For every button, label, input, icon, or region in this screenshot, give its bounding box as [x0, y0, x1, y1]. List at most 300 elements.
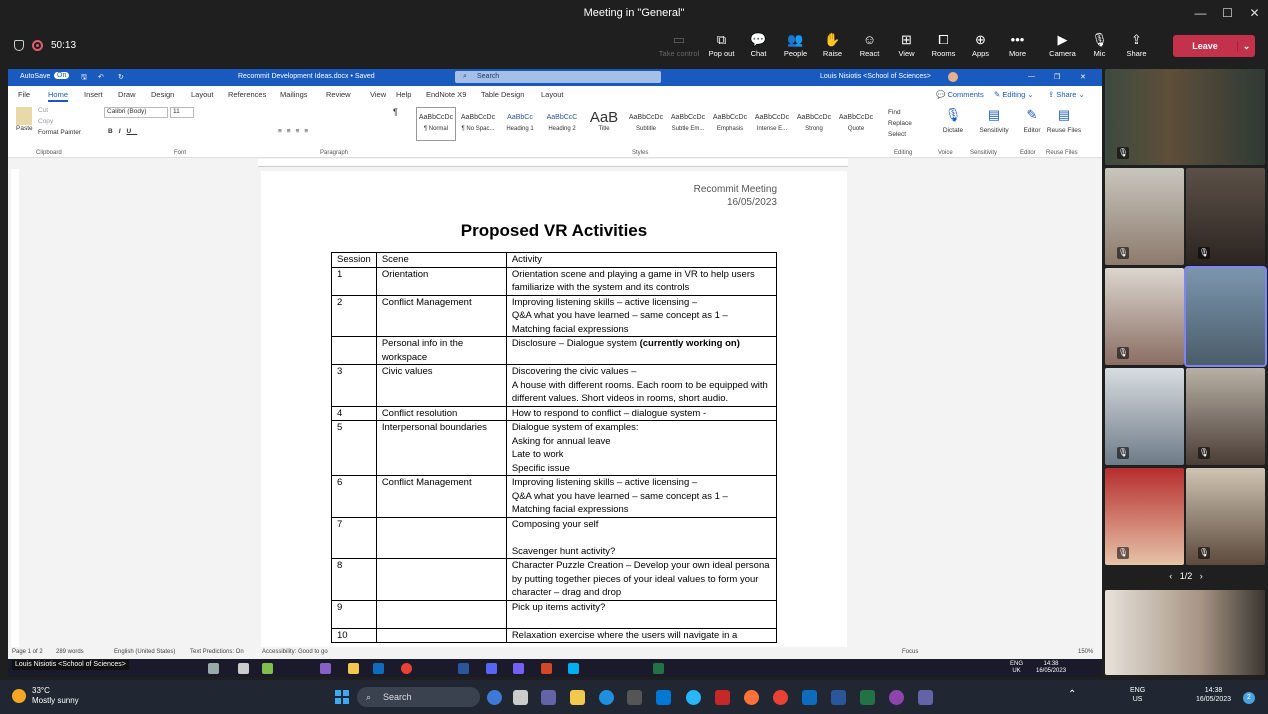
editor-icon: ✎ [1026, 107, 1038, 122]
weather-text: Mostly sunny [32, 696, 79, 705]
sun-icon [12, 689, 26, 703]
style-option[interactable] [752, 107, 792, 141]
firefox-icon[interactable] [744, 690, 759, 705]
ribbon-tab-table-design[interactable]: Table Design [481, 90, 525, 99]
word-count[interactable]: 289 words [56, 649, 84, 655]
weather-widget[interactable] [12, 686, 79, 706]
app-icon [208, 663, 219, 674]
search-icon: ⌕ [463, 73, 467, 80]
mic-button[interactable] [1081, 31, 1118, 58]
chat-icon: 💬 [750, 32, 767, 47]
ribbon-tab-review[interactable]: Review [326, 90, 351, 99]
style-preview: AaB [589, 109, 619, 126]
activity-cell[interactable] [506, 295, 776, 337]
view-button[interactable] [888, 31, 925, 58]
teams-icon[interactable] [918, 690, 933, 705]
table-header-cell[interactable]: Activity [506, 253, 776, 268]
replace-button[interactable]: Replace [888, 120, 912, 127]
toolbar-label: Camera [1049, 49, 1076, 58]
activity-cell[interactable] [506, 600, 776, 628]
activity-line [512, 296, 771, 310]
mic-off-icon: 🎙 [1117, 548, 1129, 557]
session-cell[interactable]: 10 [332, 628, 377, 643]
scene-cell[interactable] [376, 559, 506, 601]
word-status-bar [8, 647, 1102, 659]
participant-video-active-speaker[interactable] [1105, 69, 1265, 165]
toolbar-label: View [898, 49, 915, 58]
style-preview: AaBbCc [507, 114, 533, 121]
style-preview: AaBbCcDc [628, 114, 664, 121]
activity-text: Disclosure – Dialogue system [511, 338, 637, 349]
rooms-button[interactable] [925, 31, 962, 58]
activity-cell[interactable] [506, 517, 776, 559]
style-name: Intense E... [756, 126, 788, 132]
style-name: Strong [805, 126, 823, 132]
excel-icon[interactable] [860, 690, 875, 705]
ribbon-tab-help[interactable]: Help [396, 90, 412, 99]
document-heading: Proposed VR Activities [460, 221, 648, 240]
session-cell[interactable]: 6 [332, 476, 377, 518]
participant-video[interactable] [1105, 168, 1184, 265]
reuse-files-icon: ▤ [1057, 107, 1071, 122]
header-title: Recommit Meeting [693, 184, 777, 195]
participant-video[interactable] [1186, 168, 1265, 265]
presenter-tray-lang: ENG UK [1010, 661, 1024, 674]
scene-cell[interactable] [376, 628, 506, 643]
leave-label: Leave [1192, 41, 1218, 51]
session-cell[interactable]: 9 [332, 600, 377, 628]
task-view-icon[interactable] [513, 690, 528, 705]
taskbar-search[interactable] [357, 687, 480, 707]
button-label: Editor [1023, 127, 1041, 134]
toolbar-label: Take control [658, 49, 700, 58]
activity-text: Character Puzzle Creation – Develop your own ideal persona by putting together pieces of your ideal values to form your character – drag and drop [511, 560, 770, 598]
scene-cell[interactable]: Conflict Management [376, 476, 506, 518]
table-header-cell[interactable]: Scene [376, 253, 506, 268]
ribbon [8, 103, 1102, 158]
font-format-buttons[interactable]: BIU [108, 128, 138, 135]
comments-button[interactable]: 💬 Comments [936, 90, 984, 99]
presenter-tag: Louis Nisiotis <School of Sciences> [12, 660, 129, 670]
select-button[interactable]: Select [888, 131, 907, 138]
self-view-video[interactable] [1105, 590, 1265, 675]
sensitivity-button[interactable] [974, 107, 1014, 134]
activity-line [512, 407, 771, 421]
button-label: Dictate [942, 127, 964, 134]
apps-button[interactable] [962, 31, 999, 58]
zoom-level[interactable]: 150% [1078, 649, 1094, 655]
ribbon-group-label: Font [174, 150, 187, 156]
activity-cell[interactable] [506, 628, 776, 643]
style-name: ¶ Normal [423, 126, 449, 132]
style-preview: AaBbCcDc [670, 114, 706, 121]
system-clock[interactable]: 14:38 16/05/2023 [1196, 687, 1232, 703]
horizontal-ruler[interactable] [258, 159, 848, 167]
undo-icon[interactable]: ↶ [98, 74, 104, 81]
toolbar-label: More [1008, 49, 1027, 58]
share-button[interactable]: ⇪ Share ⌄ [1048, 90, 1085, 99]
restore-icon[interactable]: ❐ [1054, 74, 1061, 81]
session-cell[interactable]: 3 [332, 365, 377, 407]
style-preview: AaBbCcDc [712, 114, 748, 121]
meeting-toolbar [655, 31, 1155, 58]
table-row [332, 559, 777, 601]
participant-video[interactable] [1186, 468, 1265, 565]
session-cell[interactable]: 7 [332, 517, 377, 559]
window-controls [1187, 0, 1268, 26]
activity-line [512, 309, 771, 323]
focus-button[interactable]: Focus [902, 649, 919, 655]
activity-text: A house with different rooms. Each room to be equipped with different values. Short videos in rooms, short audio. [511, 379, 768, 404]
meeting-timer: 50:13 [51, 40, 77, 51]
close-icon[interactable]: ✕ [1080, 74, 1086, 81]
font-name-select[interactable]: Calibri (Body) [104, 107, 168, 118]
ribbon-group-label: Voice [938, 150, 953, 156]
search-icon: ⌕ [366, 692, 372, 702]
activity-line [512, 462, 771, 476]
style-option[interactable] [500, 107, 540, 141]
session-cell[interactable]: 2 [332, 295, 377, 337]
scene-cell[interactable] [376, 517, 506, 559]
input-language[interactable]: ENG US [1130, 687, 1146, 703]
recording-status [14, 40, 76, 51]
style-name: Subtitle [635, 126, 656, 132]
raise-hand-icon: ✋ [824, 32, 841, 47]
activity-bold-text: (currently working on) [639, 338, 740, 349]
paste-icon [16, 107, 32, 125]
activity-text: Improving listening skills – active licensing – [511, 296, 698, 308]
excel-icon [653, 663, 664, 674]
style-option[interactable] [542, 107, 582, 141]
shield-icon [14, 40, 24, 51]
document-title: Recommit Development Ideas.docx • Saved [238, 73, 375, 80]
session-cell[interactable]: 4 [332, 406, 377, 421]
ribbon-group-label: Paragraph [320, 150, 349, 156]
style-name: Title [598, 126, 610, 132]
alignment-buttons[interactable]: ≡≡≡≡ [278, 128, 314, 135]
editing-commands [888, 107, 912, 140]
style-option[interactable] [416, 107, 456, 141]
camera-button[interactable] [1044, 31, 1081, 58]
more-button[interactable] [999, 31, 1036, 58]
table-row [332, 476, 777, 518]
activity-line [512, 531, 771, 545]
scene-cell[interactable]: Interpersonal boundaries [376, 421, 506, 476]
mic-off-icon: 🎙 [1117, 448, 1129, 457]
teams-chat-icon[interactable] [541, 690, 556, 705]
avatar[interactable] [948, 72, 958, 82]
style-preview: AaBbCcDc [460, 114, 496, 121]
mic-off-icon: 🎙 [1198, 448, 1210, 457]
activity-text: Asking for annual leave [511, 435, 611, 447]
app-icon[interactable] [656, 690, 671, 705]
activity-text: Scavenger hunt activity? [511, 545, 616, 557]
style-option[interactable] [668, 107, 708, 141]
ribbon-tabs [8, 86, 1102, 103]
page-indicator: 1/2 [1179, 571, 1193, 581]
cut-button[interactable]: Cut [38, 107, 49, 114]
activity-line [512, 476, 771, 490]
activity-cell[interactable] [506, 559, 776, 601]
redo-icon[interactable]: ↻ [118, 74, 124, 81]
style-option[interactable] [836, 107, 876, 141]
participant-video[interactable] [1105, 268, 1184, 365]
skype-icon [568, 663, 579, 674]
activity-cell[interactable] [506, 421, 776, 476]
style-name: Emphasis [716, 126, 744, 132]
app-icon[interactable] [889, 690, 904, 705]
ribbon-group-label: Reuse Files [1046, 150, 1078, 156]
ribbon-tab-design[interactable]: Design [151, 90, 175, 99]
viber-icon [513, 663, 524, 674]
toolbar-label: Apps [971, 49, 990, 58]
app-icon[interactable] [715, 690, 730, 705]
pop-out-icon: ⧉ [716, 32, 727, 47]
ribbon-tab-mailings[interactable]: Mailings [280, 90, 308, 99]
session-cell[interactable]: 1 [332, 267, 377, 295]
activity-line [512, 448, 771, 462]
take-control-button[interactable] [655, 31, 703, 58]
store-icon[interactable] [627, 690, 642, 705]
share-button[interactable] [1118, 31, 1155, 58]
ribbon-group-label: Styles [632, 150, 649, 156]
temperature: 33°C [32, 686, 50, 695]
activity-line [512, 323, 771, 337]
activity-cell[interactable] [506, 337, 776, 365]
app-icon[interactable] [686, 690, 701, 705]
session-cell[interactable] [332, 337, 377, 365]
activity-text: Discovering the civic values – [511, 366, 637, 377]
people-icon: 👥 [787, 32, 804, 47]
header-date: 16/05/2023 [726, 197, 777, 208]
activity-line [512, 601, 771, 615]
save-icon[interactable]: 🖫 [81, 74, 87, 81]
app-icon [262, 663, 273, 674]
presenter-taskbar [8, 659, 1102, 677]
style-option[interactable] [584, 107, 624, 141]
chevron-left-icon[interactable]: ‹ [1169, 571, 1173, 581]
word-icon[interactable] [831, 690, 846, 705]
document-page[interactable] [261, 171, 847, 647]
ribbon-tab-insert[interactable]: Insert [84, 90, 103, 99]
style-name: Quote [847, 126, 865, 132]
camera-icon: ▶ [1057, 32, 1068, 47]
rooms-icon: ⧠ [938, 32, 949, 47]
scene-cell[interactable]: Civic values [376, 365, 506, 407]
style-name: ¶ No Spac... [461, 126, 495, 132]
style-preview: AaBbCcDc [838, 114, 874, 121]
participant-video[interactable] [1105, 368, 1184, 465]
copilot-icon[interactable] [487, 690, 502, 705]
activity-text: Matching facial expressions [511, 323, 629, 335]
button-label: Sensitivity [979, 127, 1009, 134]
mic-off-icon: 🎙 [1117, 148, 1129, 157]
table-header-cell[interactable]: Session [332, 253, 377, 268]
activity-line [512, 629, 771, 643]
ribbon-group-label: Editing [894, 150, 913, 156]
chat-button[interactable] [740, 31, 777, 58]
toolbar-label: Pop out [708, 49, 735, 58]
language-status[interactable]: English (United States) [114, 649, 176, 655]
activity-cell[interactable] [506, 365, 776, 407]
scene-cell[interactable]: Personal info in the workspace [376, 337, 506, 365]
activity-cell[interactable] [506, 476, 776, 518]
activities-table[interactable] [331, 252, 777, 643]
edge-icon[interactable] [599, 690, 614, 705]
table-row [332, 517, 777, 559]
accessibility-status[interactable]: Accessibility: Good to go [262, 649, 328, 655]
ribbon-group-label: Clipboard [36, 150, 62, 156]
ribbon-tab-home[interactable]: Home [48, 90, 68, 102]
leave-button[interactable] [1173, 35, 1255, 57]
minimize-icon[interactable]: — [1194, 6, 1207, 20]
ribbon-tab-references[interactable]: References [228, 90, 267, 99]
editing-mode-button[interactable]: ✎ Editing ⌄ [994, 90, 1034, 99]
style-option[interactable] [710, 107, 750, 141]
raise-button[interactable] [814, 31, 851, 58]
toolbar-label: Rooms [931, 49, 956, 58]
toolbar-label: React [859, 49, 880, 58]
style-option[interactable] [626, 107, 666, 141]
style-option[interactable] [458, 107, 498, 141]
find-button[interactable]: Find [888, 109, 901, 116]
toolbar-label: Share [1126, 49, 1147, 58]
ribbon-tab-draw[interactable]: Draw [118, 90, 136, 99]
maximize-icon[interactable]: ☐ [1222, 6, 1233, 20]
more-icon: ••• [1010, 32, 1025, 47]
activity-text: Composing your self [511, 518, 599, 530]
style-preview: AaBbCcDc [418, 114, 454, 121]
autosave-label: AutoSave [20, 73, 51, 80]
button-label: Reuse Files [1046, 127, 1082, 134]
powerpoint-icon [541, 663, 552, 674]
activity-text: How to respond to conflict – dialogue system - [511, 407, 707, 419]
activity-cell[interactable] [506, 406, 776, 421]
activity-text: Pick up items activity? [511, 601, 606, 613]
text-predictions-status[interactable]: Text Predictions: On [190, 649, 244, 655]
chrome-icon[interactable] [773, 690, 788, 705]
minimize-icon[interactable]: — [1028, 73, 1035, 80]
presenter-tray-clock: 14:38 16/05/2023 [1036, 661, 1067, 674]
participant-video-speaking[interactable] [1186, 268, 1265, 365]
word-search-box[interactable] [455, 71, 661, 83]
sensitivity-icon: ▤ [987, 107, 1001, 122]
taskbar-search-label: Search [383, 692, 412, 702]
table-row [332, 365, 777, 407]
ribbon-group-label: Sensitivity [970, 150, 998, 156]
take-control-icon: ▭ [672, 32, 686, 47]
toolbar-label: Mic [1093, 49, 1106, 58]
activity-line [512, 365, 771, 379]
react-button[interactable] [851, 31, 888, 58]
activity-line [512, 503, 771, 517]
activity-cell[interactable] [506, 267, 776, 295]
pop-out-button[interactable] [703, 31, 740, 58]
activity-text: Late to work [511, 449, 564, 460]
session-cell[interactable]: 8 [332, 559, 377, 601]
table-row [332, 628, 777, 643]
notification-badge[interactable]: 2 [1243, 692, 1255, 704]
mic-off-icon: 🎙 [1117, 248, 1129, 257]
copy-button[interactable]: Copy [38, 118, 54, 125]
discord-icon [486, 663, 497, 674]
chevron-right-icon[interactable]: › [1199, 571, 1203, 581]
close-icon[interactable]: ✕ [1249, 6, 1260, 20]
apps-icon: ⊕ [975, 32, 986, 47]
ribbon-tab-layout[interactable]: Layout [191, 90, 214, 99]
activity-line [512, 337, 771, 351]
chevron-down-icon[interactable]: ⌄ [1237, 41, 1255, 52]
scene-cell[interactable] [376, 600, 506, 628]
mic-off-icon: 🎙 [1117, 348, 1129, 357]
ribbon-tab-file[interactable]: File [18, 90, 31, 99]
ribbon-tab-endnote-x9[interactable]: EndNote X9 [426, 90, 467, 99]
scene-cell[interactable]: Orientation [376, 267, 506, 295]
file-explorer-icon[interactable] [570, 690, 585, 705]
recording-icon [32, 40, 43, 51]
page-header [694, 183, 777, 209]
table-row [332, 267, 777, 295]
dictate-icon: 🎙 [944, 107, 962, 122]
tray-overflow-icon[interactable]: ⌃ [1068, 689, 1077, 700]
teams-window-title: Meeting in "General" [0, 0, 1268, 26]
activity-text: Matching facial expressions [511, 504, 629, 515]
table-row [332, 295, 777, 337]
toolbar-label: Chat [750, 49, 767, 58]
activity-text: Relaxation exercise where the users will navigate in a [511, 629, 738, 641]
folder-icon [348, 663, 359, 674]
format-painter-button[interactable]: Format Painter [38, 129, 81, 136]
activity-text: Q&A what you have learned – same concept as 1 – [511, 310, 728, 321]
toolbar-label: People [783, 49, 808, 58]
font-size-select[interactable]: 11 [170, 107, 194, 118]
table-row [332, 406, 777, 421]
autosave-toggle[interactable]: On [54, 72, 69, 79]
pilcrow-icon[interactable]: ¶ [393, 107, 398, 117]
shared-screen-word [8, 69, 1102, 677]
reuse-files-button[interactable] [1044, 107, 1084, 134]
participant-video[interactable] [1105, 468, 1184, 565]
windows-start-icon[interactable] [335, 690, 349, 704]
table-row [332, 337, 777, 365]
share-icon: ⇪ [1131, 32, 1142, 47]
activity-text: Specific issue [511, 462, 570, 474]
scene-cell[interactable]: Conflict resolution [376, 406, 506, 421]
participant-video[interactable] [1186, 368, 1265, 465]
ribbon-tab-view[interactable]: View [370, 90, 387, 99]
paste-button[interactable] [16, 107, 33, 132]
style-name: Subtle Em... [671, 126, 705, 132]
toolbar-label: Raise [822, 49, 843, 58]
activity-line [512, 268, 771, 295]
outlook-icon[interactable] [802, 690, 817, 705]
style-name: Heading 1 [506, 126, 534, 132]
style-preview: AaBbCcDc [796, 114, 832, 121]
session-cell[interactable]: 5 [332, 421, 377, 476]
style-preview: AaBbCcC [546, 114, 578, 121]
ribbon-tab-layout[interactable]: Layout [541, 90, 564, 99]
scene-cell[interactable]: Conflict Management [376, 295, 506, 337]
vertical-ruler[interactable] [11, 169, 19, 649]
style-option[interactable] [794, 107, 834, 141]
outlook-icon [373, 663, 384, 674]
activity-line [512, 614, 771, 628]
activity-line [512, 518, 771, 532]
activity-line [512, 421, 771, 435]
page-count[interactable]: Page 1 of 2 [12, 649, 43, 655]
people-button[interactable] [777, 31, 814, 58]
dictate-button[interactable] [933, 107, 973, 134]
